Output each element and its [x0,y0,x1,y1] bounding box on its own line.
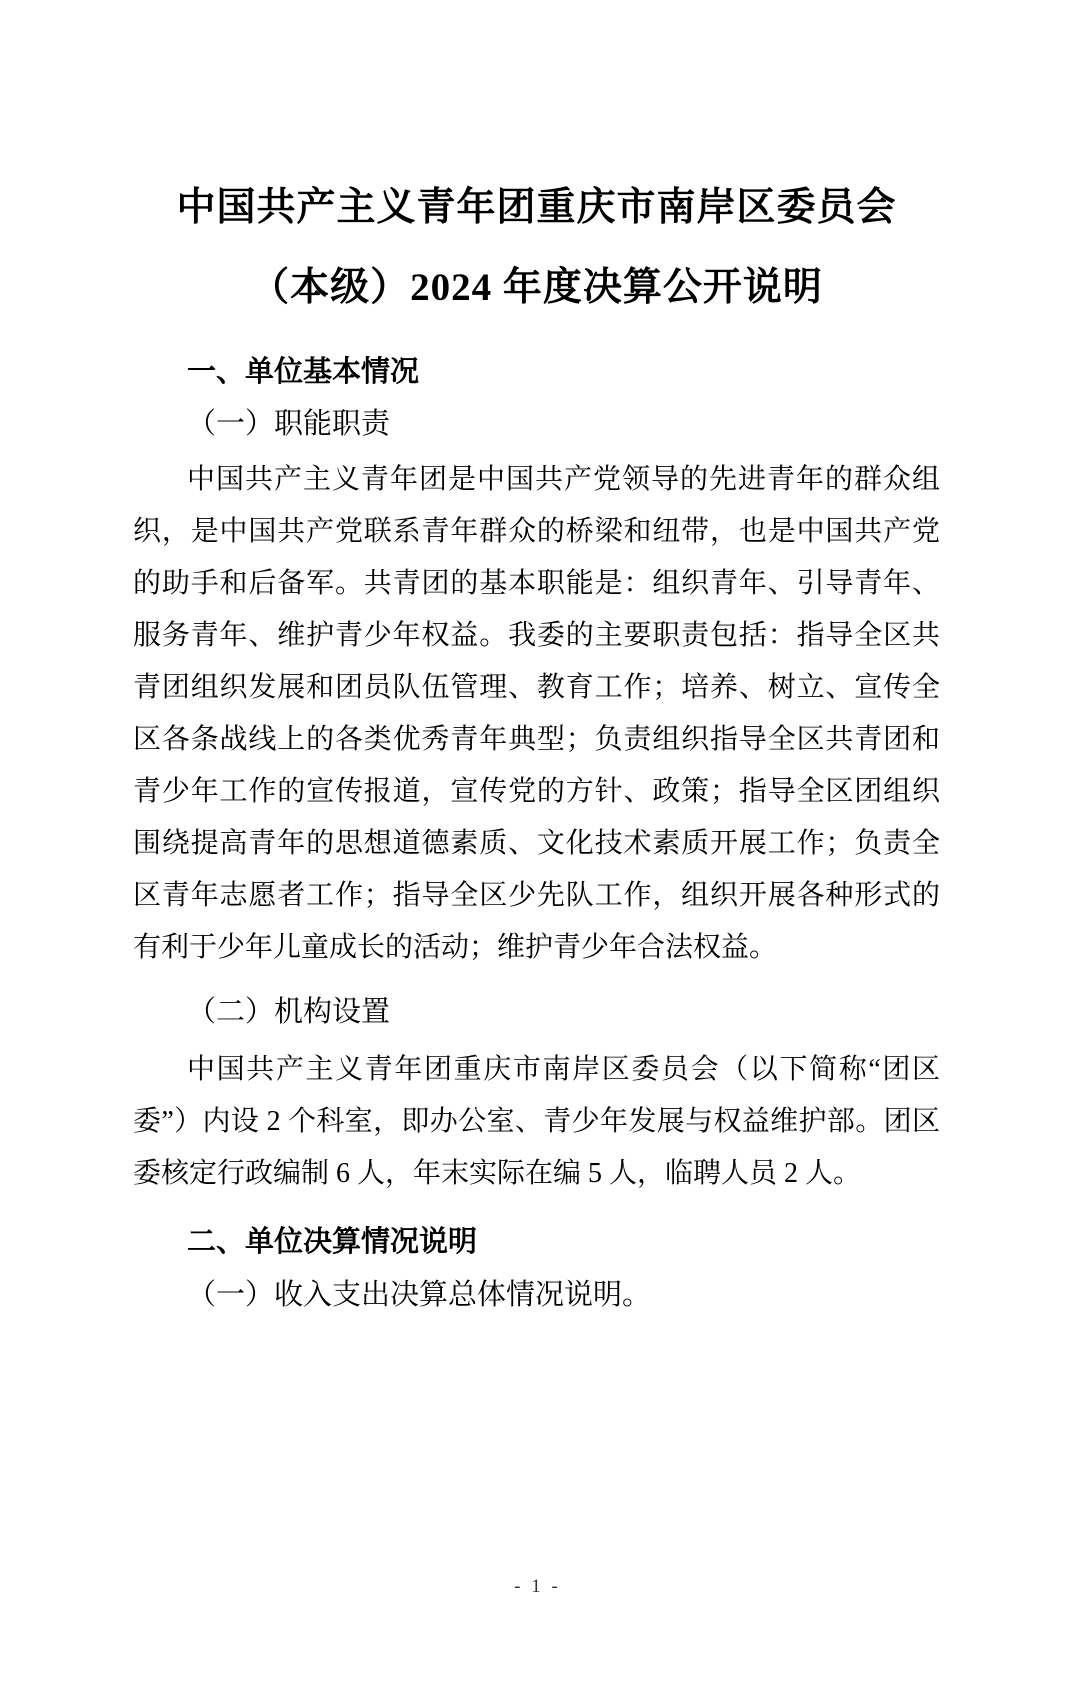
section1-heading: 一、单位基本情况 [187,356,420,388]
para2-line: 委”）内设 2 个科室，即办公室、青少年发展与权益维护部。团区 [133,1106,940,1137]
section2-sub1-heading: （一）收入支出决算总体情况说明。 [187,1279,652,1311]
para1-line: 的助手和后备军。共青团的基本职能是：组织青年、引导青年、 [133,568,940,599]
section2-heading: 二、单位决算情况说明 [187,1226,478,1258]
document-title-line1: 中国共产主义青年团重庆市南岸区委员会 [176,186,897,229]
para1-line: 青团组织发展和团员队伍管理、教育工作；培养、树立、宣传全 [133,672,940,703]
para1-line: 围绕提高青年的思想道德素质、文化技术素质开展工作；负责全 [133,828,940,859]
document-content [0,186,1075,1321]
para1-line: 区青年志愿者工作；指导全区少先队工作，组织开展各种形式的 [133,880,940,911]
para2-line: 中国共产主义青年团重庆市南岸区委员会（以下简称“团区 [187,1054,940,1085]
para1-line: 青少年工作的宣传报道，宣传党的方针、政策；指导全区团组织 [133,776,940,807]
document-page [0,186,1075,1706]
para2-line: 委核定行政编制 6 人，年末实际在编 5 人，临聘人员 2 人。 [133,1158,862,1189]
para1-line: 织，是中国共产党联系青年群众的桥梁和纽带，也是中国共产党 [133,516,940,547]
para1-line: 区各条战线上的各类优秀青年典型；负责组织指导全区共青团和 [133,724,940,755]
para1 [133,454,940,974]
page-number: - 1 - [514,1576,561,1597]
section1-sub2-heading: （二）机构设置 [187,996,391,1028]
para1-line: 服务青年、维护青少年权益。我委的主要职责包括：指导全区共 [133,620,940,651]
section1-sub1-heading: （一）职能职责 [187,408,391,440]
para1-line: 中国共产主义青年团是中国共产党领导的先进青年的群众组 [187,464,940,495]
document-title-line2: （本级）2024 年度决算公开说明 [250,266,823,309]
para2 [133,1044,940,1200]
para1-line: 有利于少年儿童成长的活动；维护青少年合法权益。 [133,932,778,963]
